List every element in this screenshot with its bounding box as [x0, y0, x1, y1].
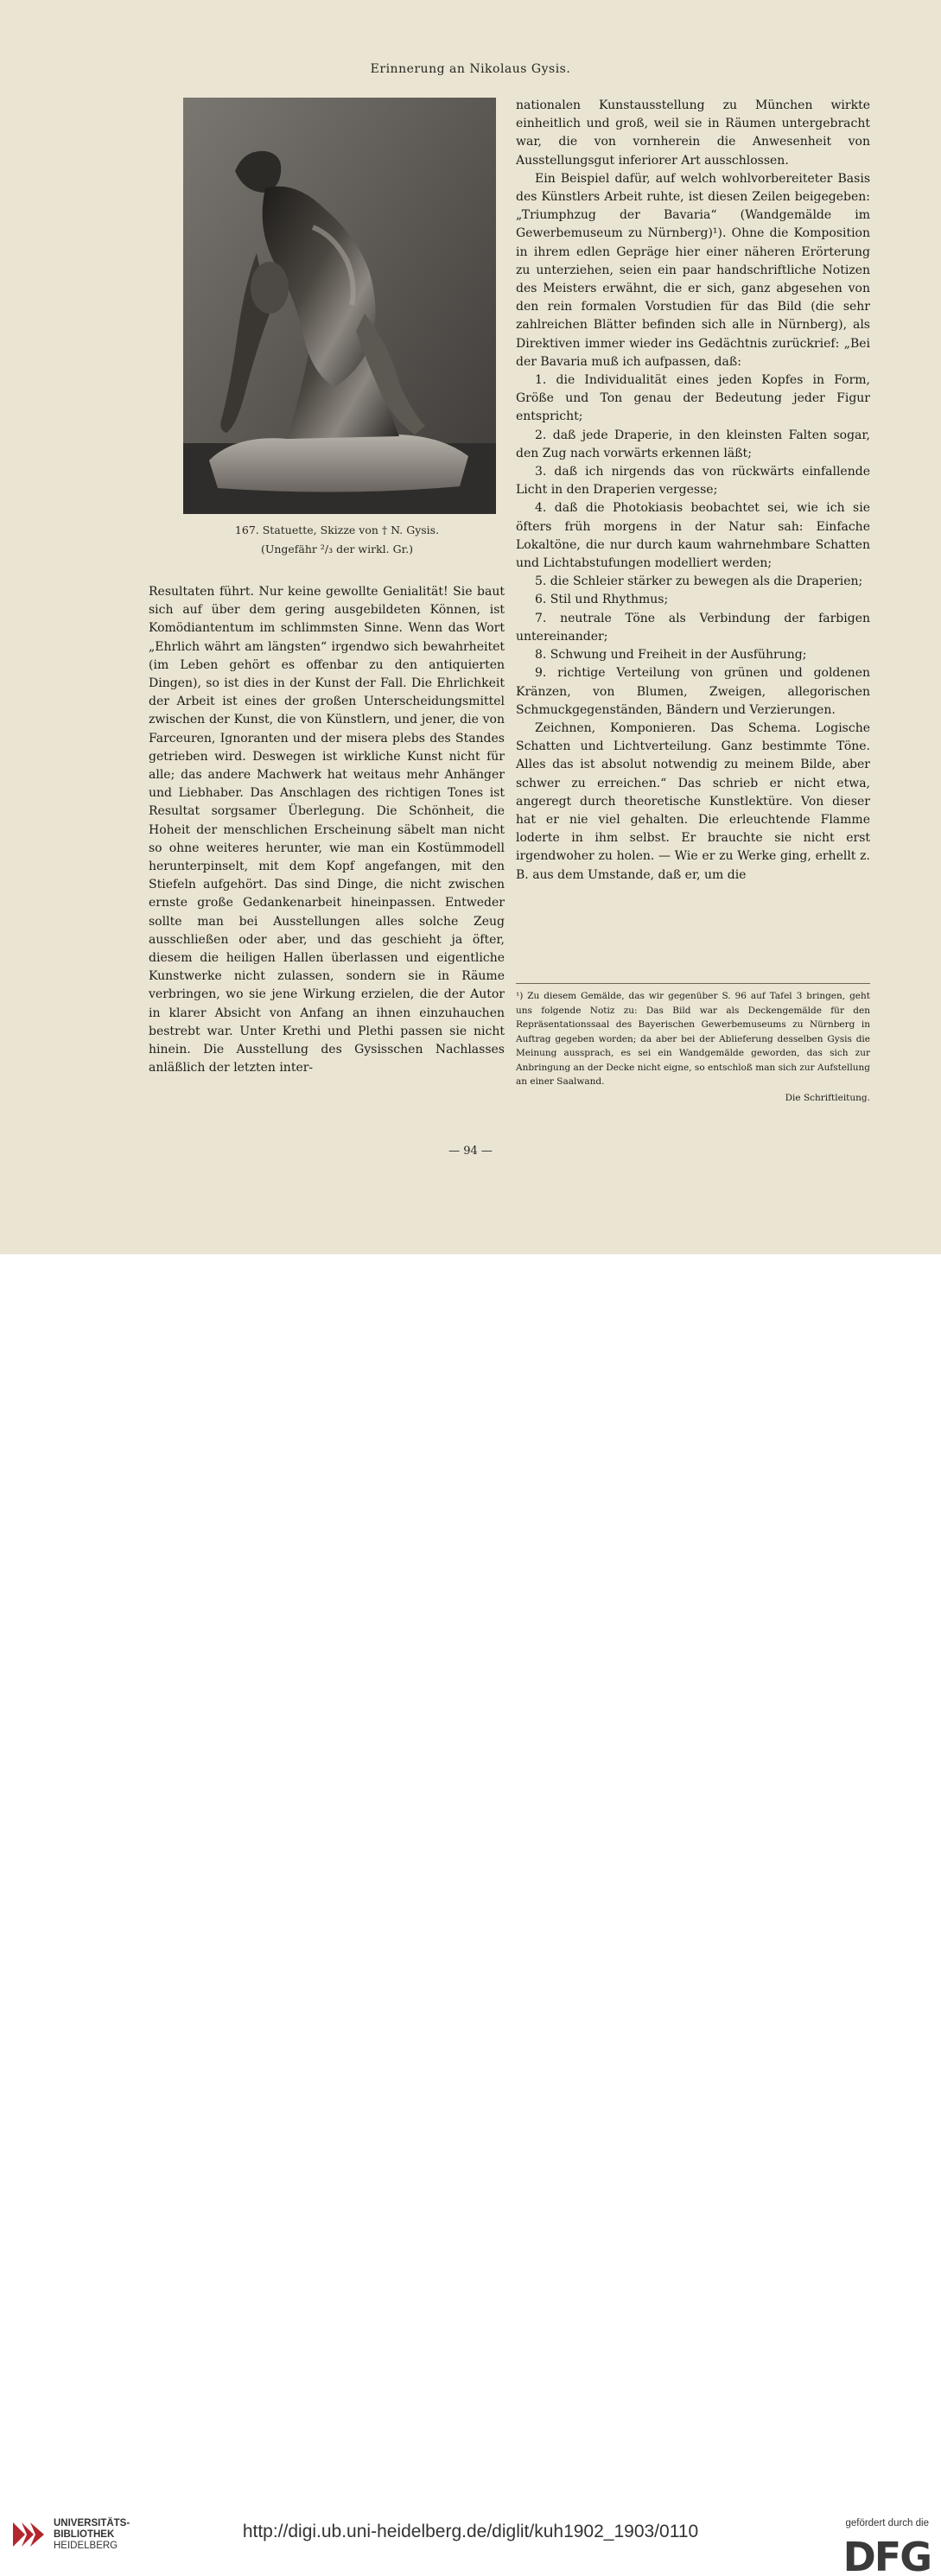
page-number: — 94 — — [448, 1145, 493, 1158]
viewer-footer — [0, 1254, 941, 2576]
list-item: 4. daß die Photokiasis beobachtet sei, wie ich sie öfters früh morgens in der Natur sah: Einfache Lokaltöne, die nur durch kaum wahrnehmbare Schatten und Lichtabstufungen modelliert werden; — [516, 501, 870, 571]
paragraph: Zeichnen, Komponieren. Das Schema. Logische Schatten und Lichtverteilung. Ganz bestimmte Töne. Alles das ist absolut notwendig zu meinem Bilde, aber schwer zu erreichen.“ Das schrieb er nicht etwa, angeregt durch theoretische Kunstlektüre. Von dieser hat er nie viel gehalten. Die erleuchtende Flamme loderte in ihm selbst. Er brauchte sie nicht erst irgendwoher zu holen. — Wie er zu Werke ging, erhellt z. B. aus dem Umstande, daß er, um die — [516, 720, 870, 882]
list-item: 8. Schwung und Freiheit in der Ausführung; — [535, 648, 807, 663]
library-name-line: HEIDELBERG — [54, 2541, 118, 2551]
funding-label: gefördert durch die — [845, 2518, 929, 2528]
running-header: Erinnerung an Nikolaus Gysis. — [370, 62, 571, 76]
dfg-logo-icon[interactable] — [834, 2533, 931, 2576]
library-name-line: BIBLIOTHEK — [54, 2529, 115, 2540]
footnote — [516, 983, 870, 1105]
scanned-page — [0, 0, 941, 1254]
caption-title: 167. Statuette, Skizze von † N. Gysis. — [234, 523, 440, 536]
caption-scale: (Ungefähr ²/₃ der wirkl. Gr.) — [260, 542, 414, 555]
dfg-logo-text: DFG — [842, 2534, 931, 2576]
figure-caption — [130, 521, 544, 559]
statuette-photo — [183, 98, 496, 514]
paragraph: Ein Beispiel dafür, auf welch wohlvorbereiteter Basis des Künstlers Arbeit ruhte, ist diesen Zeilen beigegeben: „Triumphzug der Bavaria“ (Wandgemälde im Gewerbemuseum zu Nürnberg)¹). Ohne die Komposition in ihrem edlen Gepräge hier einer näheren Erörterung zu unterziehen, seien ein paar handschriftliche Notizen des Meisters erwähnt, die er sich, ganz abgesehen von den rein formalen Vorstudien für das Bild (die sehr zahlreichen Blätter befinden sich alle in Nürnberg), als Direktiven immer wieder ins Gedächtnis zurückrief: „Bei der Bavaria muß ich aufpassen, daß: — [516, 171, 870, 369]
list-item: 1. die Individualität eines jeden Kopfes in Form, Größe und Ton genau der Bedeutung jeder Figur entspricht; — [516, 373, 870, 424]
paragraph: nationalen Kunstausstellung zu München wirkte einheitlich und groß, weil sie in Räumen untergebracht war, die von vornherein die Anwesenheit von Ausstellungsgut inferiorer Art ausschlossen. — [516, 98, 870, 168]
list-item: 2. daß jede Draperie, in den kleinsten Falten sogar, den Zug nach vorwärts erkennen läßt; — [516, 428, 870, 460]
list-item: 3. daß ich nirgends das von rückwärts einfallende Licht in den Draperien vergesse; — [516, 465, 870, 498]
list-item: 6. Stil und Rhythmus; — [535, 593, 669, 607]
statuette-illustration — [183, 98, 496, 514]
list-item: 7. neutrale Töne als Verbindung der farbigen untereinander; — [516, 611, 870, 644]
paragraph: Resultaten führt. Nur keine gewollte Genialität! Sie baut sich auf über dem gering ausgebildeten Können, ist Komödiantentum im schlimmsten Sinne. Wenn das Wort „Ehrlich währt am längsten“ irgendwo sich bewahrheitet (im Leben gehört es offenbar zu den antiquierten Dingen), so ist dies in der Kunst der Fall. Die Ehrlichkeit der Arbeit ist eines der großen Unterscheidungsmittel zwischen der Kunst, die von Künstlern, und jener, die von Farceuren, Ignoranten und der misera plebs des Standes getrieben wird. Deswegen ist wirkliche Kunst nicht für alle; das andere Machwerk hat weitaus mehr Anhänger und Liebhaber. Das Anschlagen des richtigen Tones ist Resultat sorgsamer Überlegung. Die Schönheit, die Hoheit der menschlichen Erscheinung säbelt man nicht so ohne weiteres herunter, wie man ein Kostümmodell herunterpinselt, mit dem Kopf angefangen, mit den Stiefeln aufgehört. Das sind Dinge, die nicht zwischen ernste große Gedankenarbeit hineinpassen. Entweder sollte man bei Ausstellungen alles solche Zeug ausschließen oder aber, und das geschieht ja öfter, diesem die heiligen Hallen überlassen und eigentliche Kunstwerke nicht zulassen, sondern sie in Räume verbringen, wo sie jene Wirkung erzielen, die der Autor in klarer Absicht von Anfang an ihnen einzuhauchen bestrebt war. Unter Krethi und Plethi passen sie nicht hinein. Die Ausstellung des Gysisschen Nachlasses anläßlich der letzten inter- — [149, 585, 505, 1075]
library-name-line: UNIVERSITÄTS- — [54, 2518, 130, 2528]
list-item: 5. die Schleier stärker zu bewegen als die Draperien; — [535, 574, 863, 589]
right-text-column — [516, 97, 870, 885]
list-item: 9. richtige Verteilung von grünen und goldenen Kränzen, von Blumen, Zweigen, allegorischen Schmuckgegenständen, Bändern und Verzierungen. — [516, 666, 870, 717]
footnote-signature: Die Schriftleitung. — [785, 1092, 870, 1103]
left-text-column — [149, 583, 505, 1077]
footnote-text: ¹) Zu diesem Gemälde, das wir gegenüber S. 96 auf Tafel 3 bringen, geht uns folgende Notiz zu: Das Bild war als Deckengemälde für den Repräsentationssaal des Bayerischen Gewerbemuseums zu Nürnberg in Auftrag gegeben worden; da aber bei der Ablieferung desselben Gysis die Meinung aussprach, es sei ein Wandgemälde geworden, das sich zur Anbringung an der Decke nicht eigne, so entschloß man sich zur Aufstellung an einer Saalwand. — [516, 991, 870, 1087]
document-url-link[interactable]: http://digi.ub.uni-heidelberg.de/diglit/kuh1902_1903/0110 — [242, 2522, 699, 2541]
